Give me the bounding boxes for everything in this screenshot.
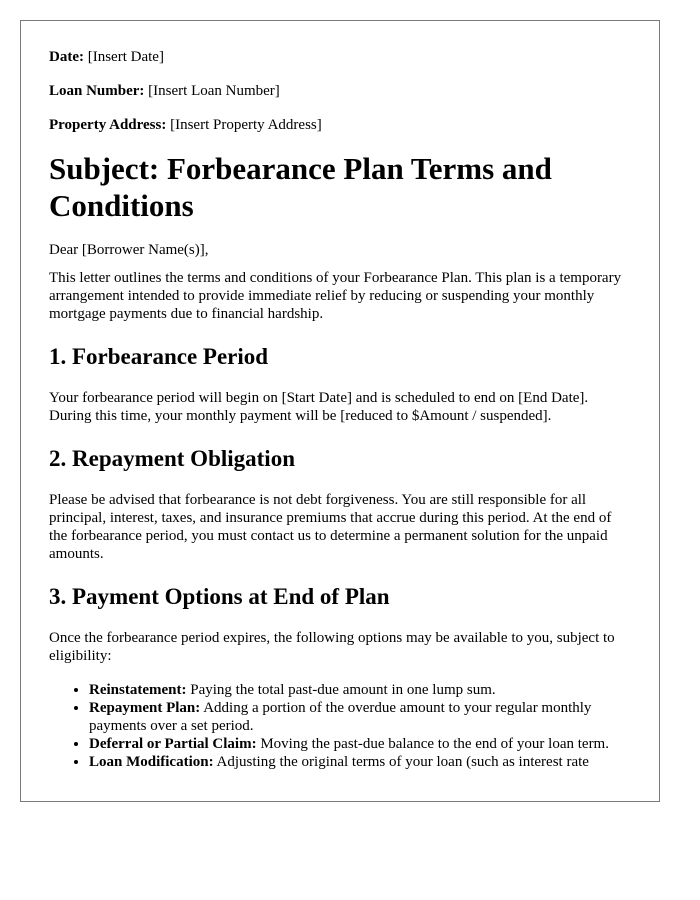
option-description: Adjusting the original terms of your loan (such as interest rate xyxy=(216,754,589,770)
option-term: Reinstatement: xyxy=(89,682,187,698)
option-description: Moving the past-due balance to the end of your loan term. xyxy=(260,736,609,752)
loan-number-line xyxy=(49,82,631,100)
loan-number-label: Loan Number: xyxy=(49,83,145,99)
list-item xyxy=(89,681,631,699)
option-description: Paying the total past-due amount in one lump sum. xyxy=(190,682,496,698)
list-item xyxy=(89,753,631,771)
property-address-line xyxy=(49,116,631,134)
list-item xyxy=(89,735,631,753)
letter-page xyxy=(20,20,660,802)
list-item xyxy=(89,699,631,735)
section-heading-repayment-obligation: 2. Repayment Obligation xyxy=(49,446,295,471)
section-body-payment-options: Once the forbearance period expires, the following options may be available to you, subject to eligibility: xyxy=(49,630,615,664)
property-address-label: Property Address: xyxy=(49,117,167,133)
option-term: Loan Modification: xyxy=(89,754,214,770)
section-heading-forbearance-period: 1. Forbearance Period xyxy=(49,344,269,369)
letter-content xyxy=(21,21,659,771)
loan-number-value: [Insert Loan Number] xyxy=(148,83,280,99)
subject-heading: Subject: Forbearance Plan Terms and Conditions xyxy=(49,151,552,223)
section-heading-payment-options: 3. Payment Options at End of Plan xyxy=(49,584,390,609)
greeting: Dear [Borrower Name(s)], xyxy=(49,242,209,258)
intro-paragraph: This letter outlines the terms and conditions of your Forbearance Plan. This plan is a temporary arrangement intended to provide immediate relief by reducing or suspending your monthly mortgage payments due to financial hardship. xyxy=(49,270,622,322)
section-body-forbearance-period: Your forbearance period will begin on [Start Date] and is scheduled to end on [End Date]. During this time, your monthly payment will be [reduced to $Amount / suspended]. xyxy=(49,390,589,424)
property-address-value: [Insert Property Address] xyxy=(170,117,322,133)
option-term: Repayment Plan: xyxy=(89,700,201,716)
date-label: Date: xyxy=(49,49,84,65)
date-line xyxy=(49,48,631,66)
option-term: Deferral or Partial Claim: xyxy=(89,736,257,752)
date-value: [Insert Date] xyxy=(87,49,164,65)
payment-options-list xyxy=(49,681,631,771)
section-body-repayment-obligation: Please be advised that forbearance is not debt forgiveness. You are still responsible for all principal, interest, taxes, and insurance premiums that accrue during this period. At the end of the forbearance period, you must contact us to determine a permanent solution for the unpaid amounts. xyxy=(49,492,612,562)
option-description: Adding a portion of the overdue amount to your regular monthly payments over a set period. xyxy=(89,700,592,734)
